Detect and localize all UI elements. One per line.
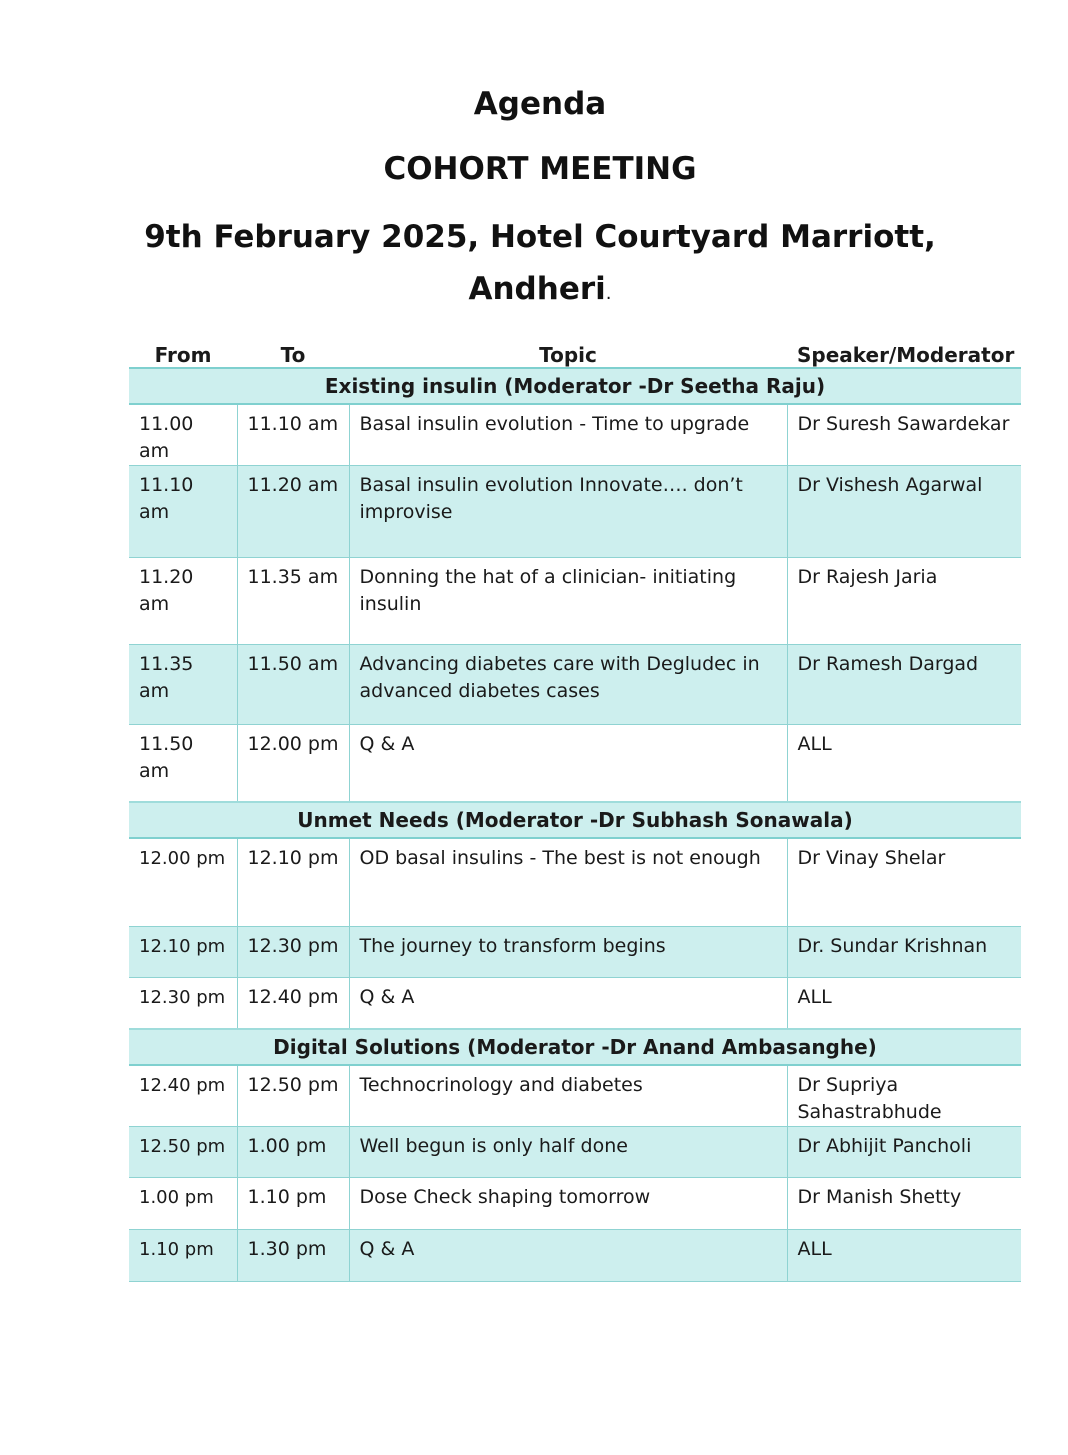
cell-to: 12.00 pm bbox=[237, 725, 349, 802]
cell-to: 11.10 am bbox=[237, 404, 349, 466]
cell-from: 1.10 pm bbox=[129, 1229, 237, 1281]
cell-from: 12.40 pm bbox=[129, 1065, 237, 1127]
cell-from: 12.30 pm bbox=[129, 978, 237, 1029]
cell-to: 11.20 am bbox=[237, 466, 349, 558]
cell-speaker: Dr. Sundar Krishnan bbox=[787, 927, 1021, 978]
cell-speaker: Dr Abhijit Pancholi bbox=[787, 1126, 1021, 1177]
cell-from: 1.00 pm bbox=[129, 1177, 237, 1229]
cell-speaker: ALL bbox=[787, 978, 1021, 1029]
cell-to: 12.50 pm bbox=[237, 1065, 349, 1127]
section-title: Digital Solutions (Moderator -Dr Anand Ambasanghe) bbox=[129, 1029, 1021, 1065]
cell-topic: Donning the hat of a clinician- initiating insulin bbox=[349, 558, 787, 645]
table-row bbox=[129, 838, 1021, 927]
cell-speaker: ALL bbox=[787, 725, 1021, 802]
cell-topic: The journey to transform begins bbox=[349, 927, 787, 978]
section-title: Unmet Needs (Moderator -Dr Subhash Sonawala) bbox=[129, 802, 1021, 838]
section-header-row bbox=[129, 802, 1021, 838]
cell-speaker: Dr Vinay Shelar bbox=[787, 838, 1021, 927]
cell-topic: OD basal insulins - The best is not enough bbox=[349, 838, 787, 927]
cell-topic: Well begun is only half done bbox=[349, 1126, 787, 1177]
table-row bbox=[129, 978, 1021, 1029]
cell-speaker: ALL bbox=[787, 1229, 1021, 1281]
cell-to: 1.30 pm bbox=[237, 1229, 349, 1281]
date-venue-line-1: 9th February 2025, Hotel Courtyard Marriott, bbox=[144, 219, 936, 255]
column-header-to: To bbox=[237, 339, 349, 368]
cell-topic: Q & A bbox=[349, 978, 787, 1029]
cell-to: 12.10 pm bbox=[237, 838, 349, 927]
period-mark: . bbox=[605, 283, 612, 304]
date-venue-line-2 bbox=[0, 271, 1068, 307]
meeting-name: COHORT MEETING bbox=[383, 151, 697, 187]
table-row bbox=[129, 1177, 1021, 1229]
cell-speaker: Dr Ramesh Dargad bbox=[787, 645, 1021, 725]
section-header-row bbox=[129, 368, 1021, 404]
table-row bbox=[129, 404, 1021, 466]
cell-speaker: Dr Supriya Sahastrabhude bbox=[787, 1065, 1021, 1127]
table-row bbox=[129, 645, 1021, 725]
cell-from: 11.10 am bbox=[129, 466, 237, 558]
cell-from: 11.50 am bbox=[129, 725, 237, 802]
cell-from: 11.00 am bbox=[129, 404, 237, 466]
cell-to: 11.35 am bbox=[237, 558, 349, 645]
table-row bbox=[129, 725, 1021, 802]
cell-topic: Basal insulin evolution - Time to upgrade bbox=[349, 404, 787, 466]
table-row bbox=[129, 1229, 1021, 1281]
agenda-table bbox=[129, 339, 1021, 1282]
cell-topic: Advancing diabetes care with Degludec in advanced diabetes cases bbox=[349, 645, 787, 725]
cell-from: 11.35 am bbox=[129, 645, 237, 725]
cell-to: 12.40 pm bbox=[237, 978, 349, 1029]
column-header-topic: Topic bbox=[349, 339, 787, 368]
table-row bbox=[129, 1126, 1021, 1177]
cell-topic: Dose Check shaping tomorrow bbox=[349, 1177, 787, 1229]
table-row bbox=[129, 1065, 1021, 1127]
cell-speaker: Dr Manish Shetty bbox=[787, 1177, 1021, 1229]
column-header-from: From bbox=[129, 339, 237, 368]
cell-from: 12.50 pm bbox=[129, 1126, 237, 1177]
table-row bbox=[129, 466, 1021, 558]
table-row bbox=[129, 927, 1021, 978]
cell-topic: Q & A bbox=[349, 725, 787, 802]
cell-to: 1.10 pm bbox=[237, 1177, 349, 1229]
cell-to: 12.30 pm bbox=[237, 927, 349, 978]
cell-speaker: Dr Suresh Sawardekar bbox=[787, 404, 1021, 466]
cell-to: 1.00 pm bbox=[237, 1126, 349, 1177]
cell-from: 12.10 pm bbox=[129, 927, 237, 978]
cell-from: 11.20 am bbox=[129, 558, 237, 645]
cell-to: 11.50 am bbox=[237, 645, 349, 725]
table-header-row bbox=[129, 339, 1021, 368]
venue-area: Andheri bbox=[468, 271, 606, 307]
column-header-speaker: Speaker/Moderator bbox=[787, 339, 1021, 368]
cell-speaker: Dr Vishesh Agarwal bbox=[787, 466, 1021, 558]
table-row bbox=[129, 558, 1021, 645]
cell-speaker: Dr Rajesh Jaria bbox=[787, 558, 1021, 645]
section-title: Existing insulin (Moderator -Dr Seetha Raju) bbox=[129, 368, 1021, 404]
section-header-row bbox=[129, 1029, 1021, 1065]
cell-topic: Q & A bbox=[349, 1229, 787, 1281]
cell-topic: Technocrinology and diabetes bbox=[349, 1065, 787, 1127]
cell-topic: Basal insulin evolution Innovate…. don’t improvise bbox=[349, 466, 787, 558]
cell-from: 12.00 pm bbox=[129, 838, 237, 927]
agenda-title: Agenda bbox=[473, 86, 607, 122]
